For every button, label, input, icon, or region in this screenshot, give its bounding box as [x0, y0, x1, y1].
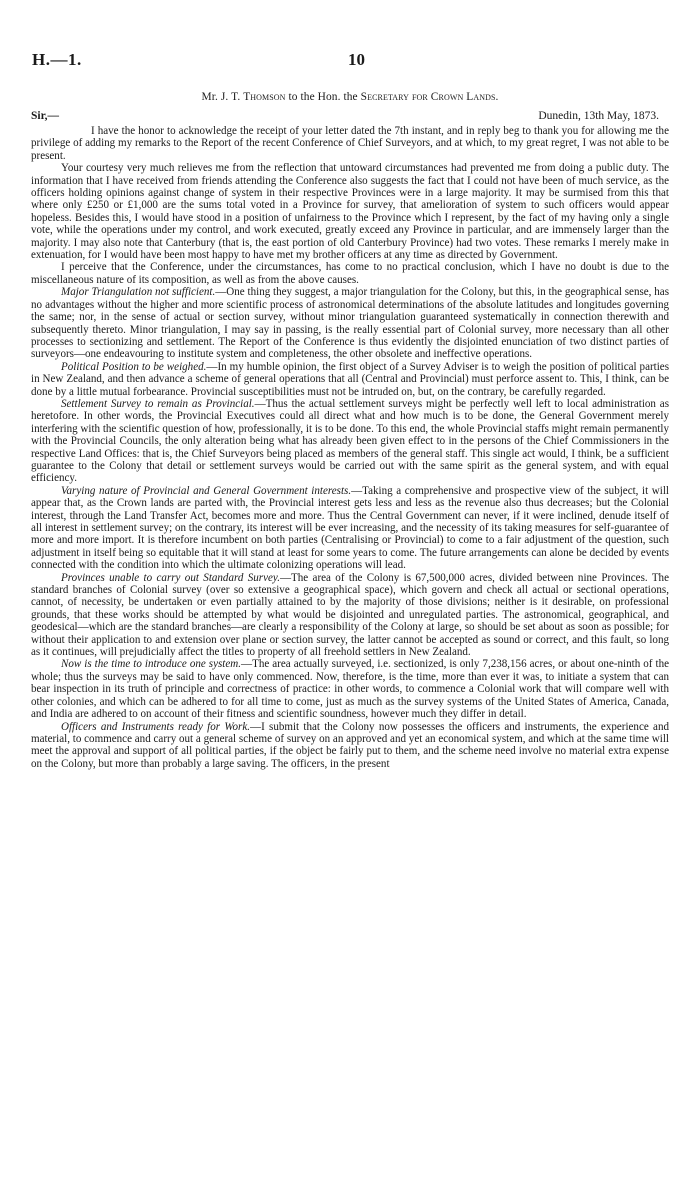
paragraph-lead: Varying nature of Provincial and General Government interests.: [61, 484, 352, 497]
paragraph-lead: Now is the time to introduce one system.: [61, 658, 242, 671]
title-suffix: .: [495, 91, 499, 103]
paragraph-text: I have the honor to acknowledge the receipt of your letter dated the 7th instant, and in reply beg to thank you for allowing me the privilege of adding my remarks to the Report of the recent Conference of Chief Surveyors, and at which, to my great regret, I was not able to be present.: [31, 125, 669, 162]
paragraph: [31, 485, 669, 572]
paragraph-text: —One thing they suggest, a major triangulation for the Colony, but this, in the geographical sense, has no advantages without the higher and more scientific process of astronomical determinations of the absolute latitudes and longitudes governing the same; nor, in the sense of actual or section survey, without minor triangulation guaranteed systematically in connection therewith and subsequently thereto. Minor triangulation, I may say in passing, is the really essential part of Colonial survey, more necessary than all other processes to sectionizing and settlement. The Report of the Conference is thus evidently the disjointed enunciation of two distinct parties of surveyors—one endeavouring to institute system and completeness, the other obsolete and ineffective operations.: [31, 286, 669, 361]
document-code: H.—1.: [32, 50, 82, 69]
paragraph-text: —Thus the actual settlement surveys might be perfectly well left to local administration as heretofore. In other words, the Provincial Executives could all direct what and how much is to be done, the General Government merely interfering with the scientific question of how, professionally, it is to be done. To this end, the whole Provincial staffs might remain permanently with the Provincial Councils, the only alteration being what has already been given effect to in the persons of the Chief Commissioners in the respective Land Offices: that is, the Chief Surveyors being placed as members of the general staff. This single act would, I think, be a sufficient guarantee to the Colony that detail or settlement surveys would be carried out with the same spirit as the general system, and with equal efficiency.: [31, 397, 669, 485]
salutation: Sir,—: [31, 110, 60, 122]
title-to-text: to the Hon. the: [285, 91, 361, 103]
paragraph: [31, 261, 669, 286]
dateline: Dunedin, 13th May, 1873.: [538, 110, 659, 122]
paragraph: [31, 721, 669, 771]
paragraph: [31, 658, 669, 720]
paragraph-text: —The area actually surveyed, i.e. sectionized, is only 7,238,156 acres, or about one-ninth of the whole; thus the surveys may be said to have only commenced. Now, therefore, is the time, more than ever it was, to initiate a system that can bear inspection in its truth of principle and correctness of practice: in other words, to commence a Colonial work that will compare well with other colonies, and which can be adhered to for all time to come, just as much as the survey systems of the United States of America, Canada, and India are adhered to on account of their fitness and scientific soundness, however much they differ in detail.: [31, 658, 669, 721]
paragraph-text: —The area of the Colony is 67,500,000 acres, divided between nine Provinces. The standard branches of Colonial survey (over so extensive a geographical space), which govern and check all actual or sectional operations, cannot, of necessity, be undertaken or even partially attained to by the majority of those divisions; neither is it desirable, on professional grounds, that these works should be attempted by what would be disjointed and unregulated parties. The astronomical, geographical, and geodesical—which are the standard branches—are clearly a responsibility of the Colony at large, so should be set about as soon as possible; for without their application to and extension over plane or section survey, the latter cannot be accepted as sound or correct, and this fault, so long as it continues, will prejudicially affect the titles to property of all freehold settlers in New Zealand.: [31, 571, 669, 659]
title-prefix: Mr. J. T.: [201, 91, 244, 103]
paragraph: [31, 125, 669, 162]
paragraph-text: I perceive that the Conference, under the circumstances, has come to no practical conclusion, which I have no doubt is due to the miscellaneous nature of its composition, as well as from the above causes.: [31, 261, 669, 286]
paragraph: [31, 361, 669, 398]
paragraph-text: Your courtesy very much relieves me from the reflection that untoward circumstances had prevented me from doing a public duty. The information that I have received from friends attending the Conference also suggests the fact that I could not have been of much service, as the officers holding opinions against change of system in their respective Provinces were in a large majority. It may be surmised from this that where only £250 or £1,000 are the sums total voted in a Province for survey, that amelioration of system to such officers would appear hopeless. Besides this, I would have stood in a position of unfairness to the Province which I represent, by the fact of my having only a single vote, while the operations under my control, and work executed, greatly exceed any Province in particular, and are immensely larger than the majority. I may also note that Canterbury (that is, the east portion of old Canterbury Province) had two votes. These remarks I merely make in extenuation, for I would have been most happy to have met my brother officers at any time as directed by Government.: [31, 162, 669, 262]
paragraph-lead: Provinces unable to carry out Standard Survey.: [61, 571, 280, 584]
paragraph: [31, 162, 669, 261]
paragraph: [31, 572, 669, 659]
paragraph: [31, 398, 669, 485]
paragraph-text: —Taking a comprehensive and prospective view of the subject, it will appear that, as the Crown lands are parted with, the Provincial interest gets less and less as the revenue also thus decreases; but the Colonial interest, through the Land Transfer Act, becomes more and more. Thus the Central Government can never, if it were inclined, denude itself of all interest in settlement survey; on the contrary, its interest will be ever increasing, and the necessity of its taking measures for self-guarantee of more and more import. It is therefore incumbent on both parties (Centralising or Provincial) to come to a fair adjustment of the question, such adjustment in itself being so equitable that it will stand at least for some years to come. The future arrangements can alone be decided by events connected with the condition into which the ultimate colonizing operations will lead.: [31, 484, 669, 572]
paragraph-lead: Officers and Instruments ready for Work.: [61, 720, 251, 733]
page-number: 10: [348, 50, 365, 69]
paragraph-lead: Settlement Survey to remain as Provincial.: [61, 397, 255, 410]
paragraph-lead: Major Triangulation not sufficient.: [61, 286, 216, 299]
letter-body: [31, 125, 669, 1185]
title-from-name: Thomson: [243, 91, 286, 103]
paragraph-text: —In my humble opinion, the first object of a Survey Adviser is to weigh the position of political parties in New Zealand, and then advance a scheme of general operations that all (Central and Provincial) must perforce assent to. This, I think, can be done by a little mutual forbearance. Provincial susceptibilities must not be intruded on, but, on the contrary, be carefully regarded.: [31, 360, 669, 398]
title-to-name: Secretary for Crown Lands: [360, 91, 496, 103]
paragraph: [31, 286, 669, 360]
paragraph-text: —I submit that the Colony now possesses the officers and instruments, the experience and material, to commence and carry out a general scheme of survey on an approved and yet an economical system, and which at the same time will meet the approval and support of all political parties, if the object be fairly put to them, and the scheme need involve no material extra expense on the Colony, but more than probably a large saving. The officers, in the present: [31, 720, 669, 770]
paragraph-lead: Political Position to be weighed.: [61, 360, 207, 373]
letter-title: [0, 91, 700, 103]
